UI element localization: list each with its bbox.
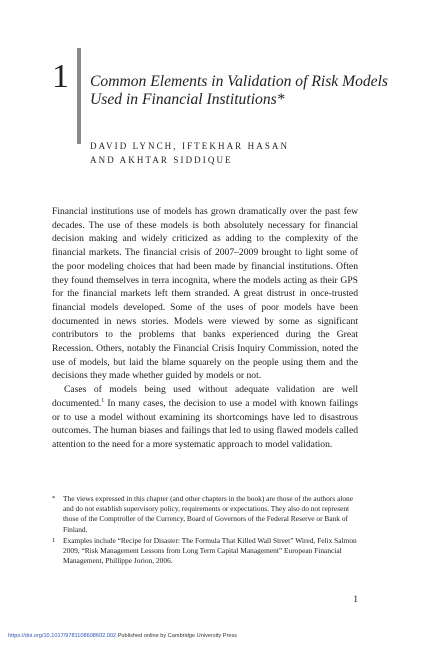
footnotes — [52, 494, 358, 566]
paragraph-2-start: Cases of models being used without adequate validation are well documented. — [52, 384, 358, 409]
footnote-mark: 1 — [52, 536, 56, 544]
authors-line-1: DAVID LYNCH, IFTEKHAR HASAN — [90, 141, 290, 151]
paragraph-2 — [52, 383, 358, 452]
footnote-1 — [52, 536, 358, 567]
footnote-text: The views expressed in this chapter (and other chapters in the book) are those of the authors alone and do not establish supervisory policy, requirements or expectations. They also do not represent those of the Comptroller of the Currency, Board of Governors of the Federal Reserve or Bank of Finland. — [63, 494, 353, 534]
body-text — [52, 205, 358, 452]
chapter-authors — [90, 139, 390, 167]
page-number: 1 — [353, 594, 358, 605]
footnote-mark: * — [52, 495, 56, 502]
published-note: Published online by Cambridge University Press — [116, 633, 238, 639]
publisher-footer — [8, 632, 428, 640]
chapter-number: 1 — [52, 58, 69, 95]
footnote-text: Examples include “Recipe for Disaster: The Formula That Killed Wall Street” Wired, Felix Salmon 2009, “Risk Management Lessons from Long Term Capital Management” European Financial Management, Phillippe Jorion, 2006. — [63, 535, 357, 566]
authors-line-2: AND AKHTAR SIDDIQUE — [90, 155, 233, 165]
chapter-title: Common Elements in Validation of Risk Models Used in Financial Institutions* — [90, 73, 388, 108]
paragraph-2-rest: In many cases, the decision to use a model with known failings or to use a model without examining its shortcomings have led to disastrous outcomes. The human biases and failings that led to using flawed models called attention to the need for a more systematic approach to model validation. — [52, 397, 358, 450]
doi-link[interactable]: https://doi.org/10.1017/9781108608602.002 — [8, 633, 117, 639]
footnote-ref-1[interactable]: 1 — [101, 397, 105, 404]
footnote-star — [52, 494, 358, 535]
chapter-rule — [77, 48, 81, 144]
paragraph-1: Financial institutions use of models has grown dramatically over the past few decades. The use of these models is both absolutely necessary for financial decision making and widely criticized as adding to the complexity of the financial markets. The financial crisis of 2007–2009 brought to light some of the poor modeling choices that had been made by financial institutions. Often they found themselves in terra incognita, where the models acting as their GPS for the financial markets left them stranded. A great distrust in once-trusted financial models developed. Some of the uses of poor models have been documented in news stories. Models were viewed by some as significant contributors to the problems that banks experienced during the Great Recession. Others, notably the Financial Crisis Inquiry Commission, noted the use of models, but laid the blame squarely on the people using them and the decisions they made whether guided by models or not. — [52, 206, 358, 382]
